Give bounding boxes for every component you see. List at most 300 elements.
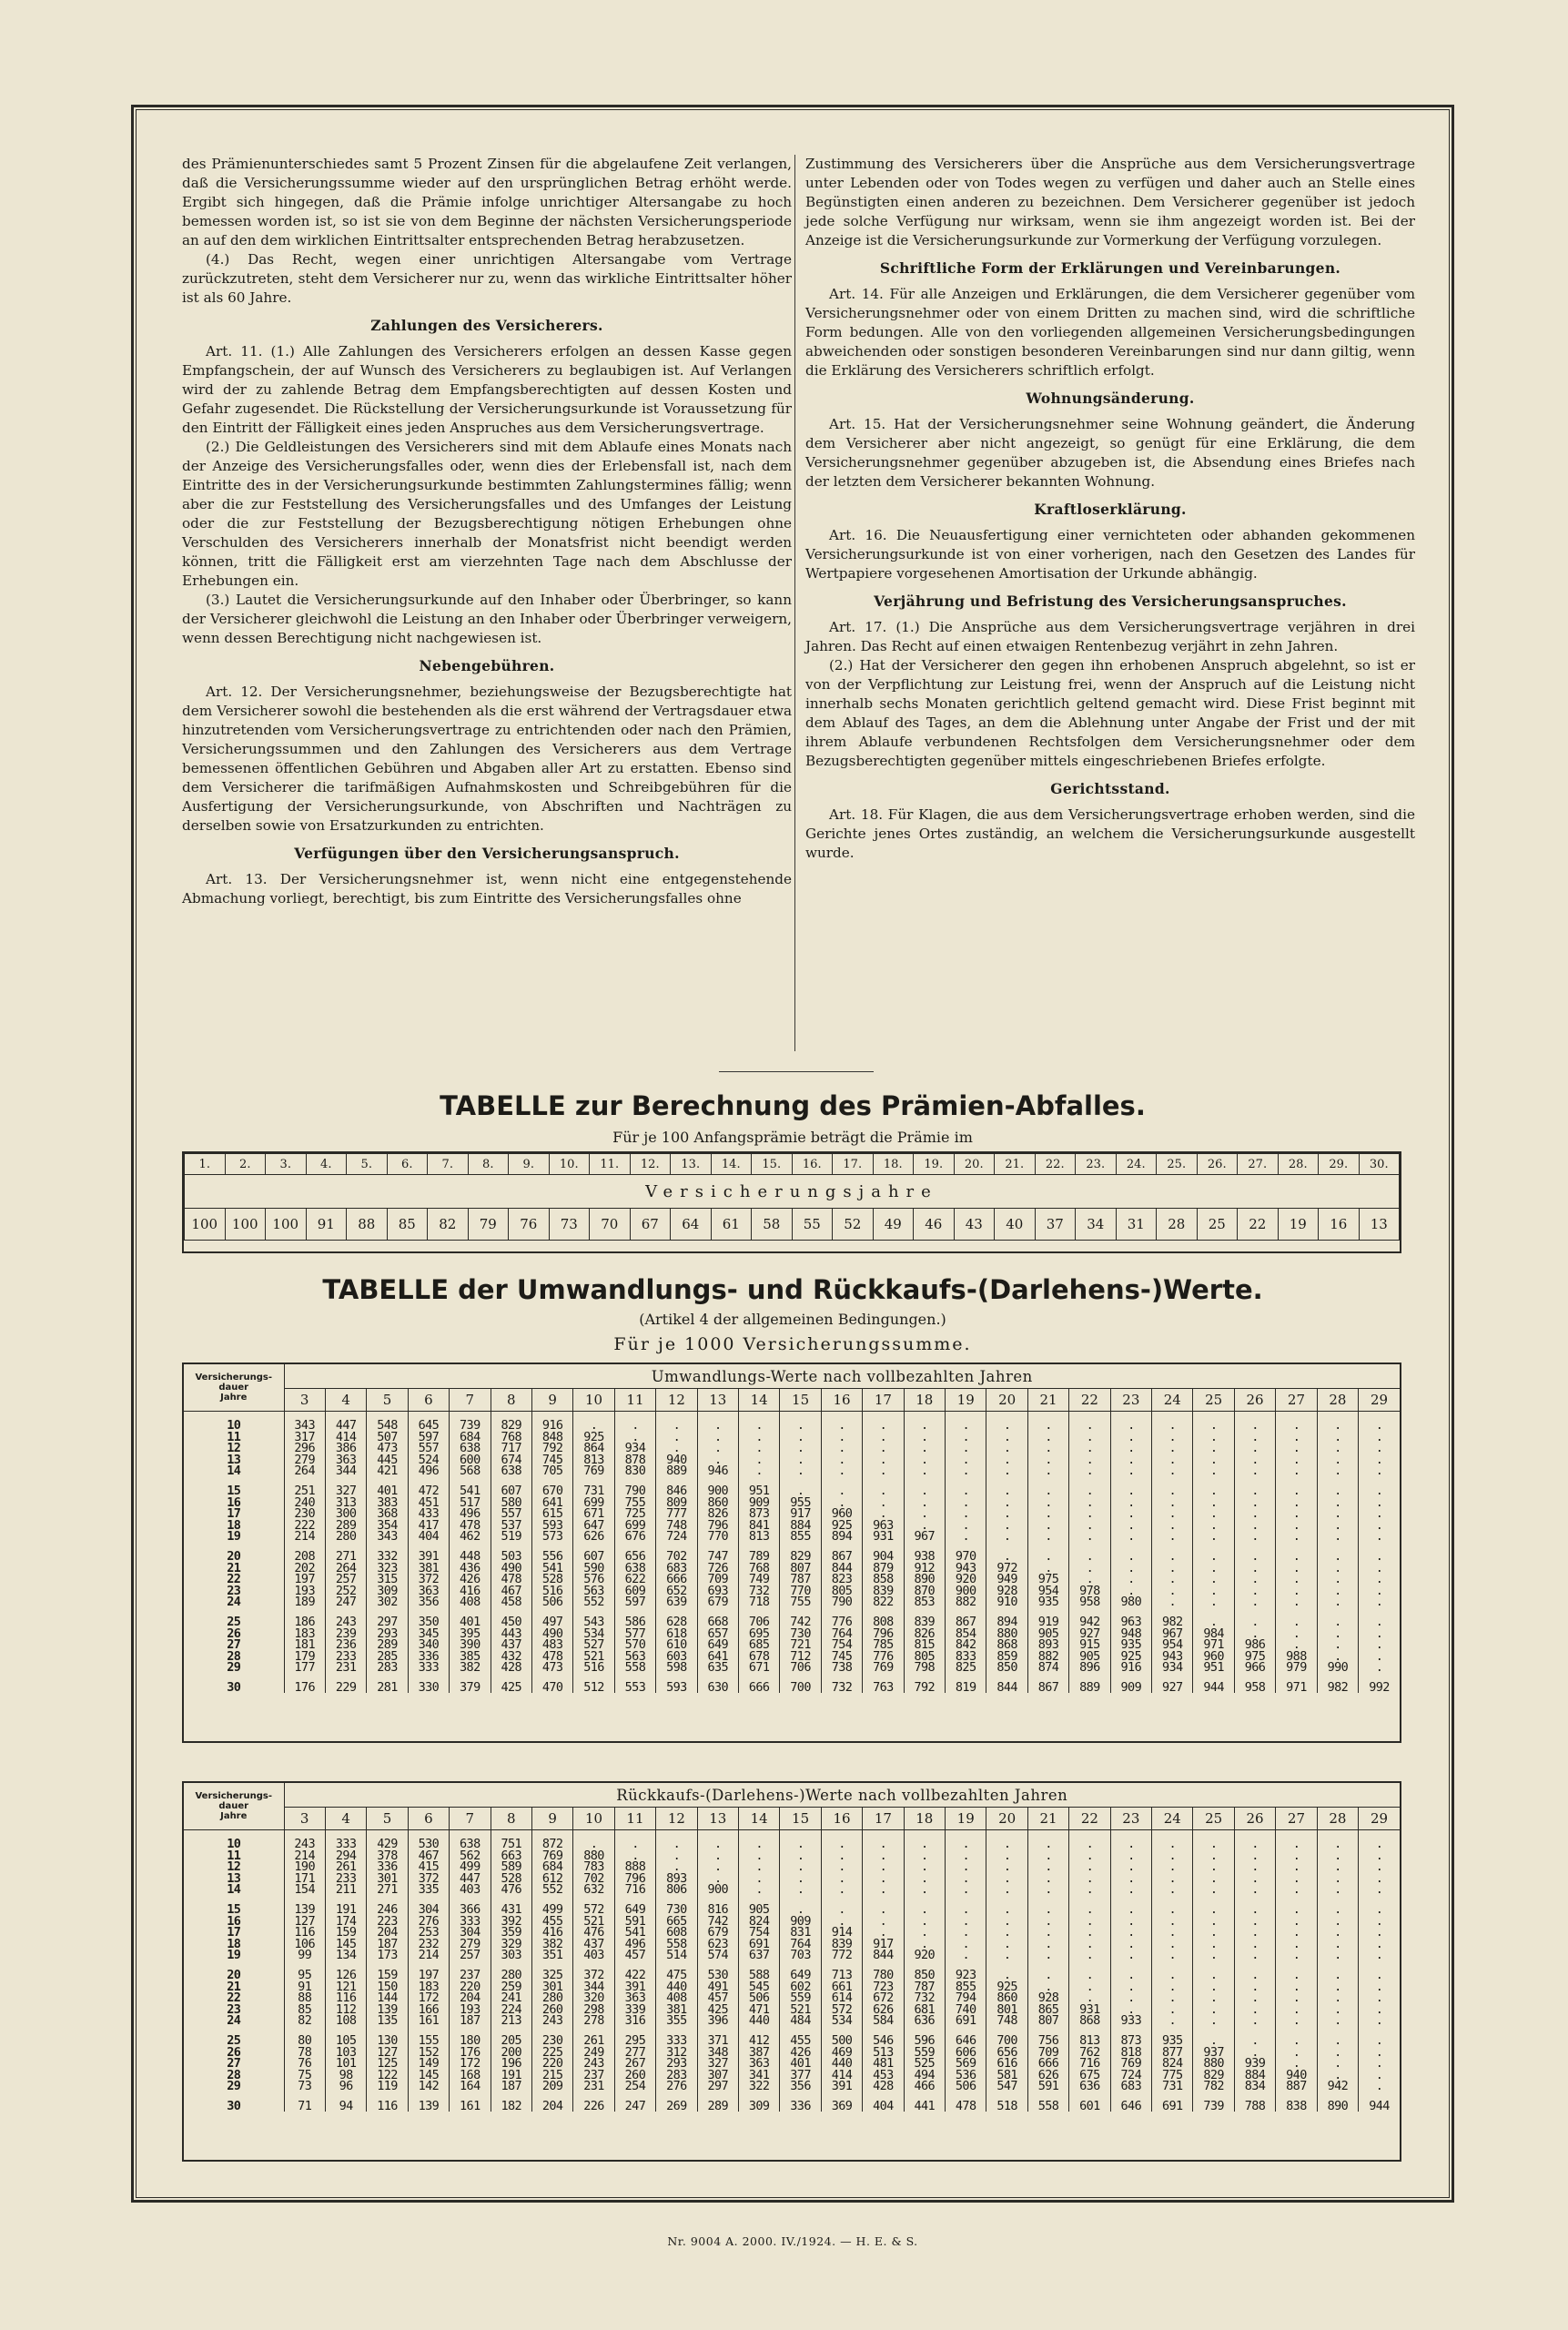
value-cell: 716 — [614, 1884, 655, 1896]
empty-cell: . — [1069, 1861, 1110, 1873]
empty-cell: . — [1027, 1950, 1068, 1961]
value-cell: 943 — [946, 1563, 986, 1575]
empty-cell: . — [1317, 2070, 1358, 2082]
value-cell: 960 — [1193, 1651, 1234, 1663]
duration-cell: 29 — [184, 1662, 284, 1674]
value-cell: 348 — [697, 2047, 738, 2059]
empty-cell: . — [863, 1839, 904, 1850]
value-cell: 363 — [738, 2058, 779, 2070]
value-cell: 307 — [697, 2070, 738, 2082]
duration-header: Versicherungs- dauer Jahre — [184, 1783, 284, 1830]
paid-years-header: 13 — [697, 1808, 738, 1830]
empty-cell: . — [1234, 1443, 1275, 1454]
value-cell: 496 — [614, 1939, 655, 1950]
value-cell: 630 — [697, 1682, 738, 1694]
duration-cell: 23 — [184, 2004, 284, 2016]
value-cell: 246 — [367, 1904, 408, 1916]
policy-year-cell: 12. — [630, 1154, 671, 1175]
value-cell: 536 — [946, 2070, 986, 2082]
value-cell: 649 — [614, 1904, 655, 1916]
value-cell: 671 — [738, 1662, 779, 1674]
empty-cell: . — [946, 1485, 986, 1497]
value-cell: 769 — [573, 1465, 614, 1477]
value-cell: 990 — [1317, 1662, 1358, 1674]
value-cell: 954 — [1152, 1639, 1193, 1651]
value-cell: 893 — [1027, 1639, 1068, 1651]
value-cell: 441 — [904, 2101, 945, 2112]
value-cell: 960 — [821, 1508, 862, 1520]
value-cell: 541 — [614, 1927, 655, 1939]
empty-cell: . — [1069, 1981, 1110, 1993]
paid-years-header: 5 — [367, 1389, 408, 1412]
value-cell: 975 — [1234, 1651, 1275, 1663]
value-cell: 190 — [284, 1861, 325, 1873]
policy-year-cell: 9. — [509, 1154, 550, 1175]
value-cell: 593 — [656, 1682, 697, 1694]
value-cell: 844 — [863, 1950, 904, 1961]
value-cell: 557 — [491, 1508, 531, 1520]
value-cell: 336 — [367, 1861, 408, 1873]
value-cell: 702 — [656, 1551, 697, 1563]
value-cell: 890 — [1317, 2101, 1358, 2112]
value-cell: 917 — [780, 1508, 821, 1520]
duration-cell: 27 — [184, 2058, 284, 2070]
value-cell: 116 — [325, 1992, 366, 2004]
value-cell: 730 — [780, 1628, 821, 1640]
value-cell: 496 — [408, 1465, 449, 1477]
empty-cell: . — [1193, 1970, 1234, 1981]
value-cell: 679 — [697, 1596, 738, 1608]
duration-cell: 15 — [184, 1904, 284, 1916]
value-cell: 870 — [904, 1585, 945, 1597]
empty-cell: . — [1276, 1916, 1317, 1928]
value-cell: 568 — [450, 1465, 491, 1477]
value-cell: 816 — [697, 1904, 738, 1916]
value-cell: 300 — [325, 1508, 366, 1520]
value-cell: 467 — [408, 1850, 449, 1862]
value-cell: 473 — [367, 1443, 408, 1454]
value-cell: 683 — [1110, 2081, 1151, 2092]
paid-years-header: 23 — [1110, 1808, 1151, 1830]
paid-years-header: 29 — [1359, 1389, 1400, 1412]
paid-years-header: 11 — [614, 1808, 655, 1830]
empty-cell: . — [1359, 1904, 1400, 1916]
empty-cell: . — [986, 1927, 1027, 1939]
value-cell: 224 — [491, 2004, 531, 2016]
value-cell: 177 — [284, 1662, 325, 1674]
value-cell: 626 — [863, 2004, 904, 2016]
value-cell: 675 — [1069, 2070, 1110, 2082]
empty-cell: . — [697, 1432, 738, 1444]
value-cell: 233 — [325, 1651, 366, 1663]
empty-cell: . — [821, 1454, 862, 1466]
value-cell: 476 — [491, 1884, 531, 1896]
empty-cell: . — [656, 1861, 697, 1873]
empty-cell: . — [986, 1531, 1027, 1543]
value-cell: 239 — [325, 1628, 366, 1640]
value-cell: 281 — [367, 1682, 408, 1694]
premium-value-cell: 85 — [387, 1209, 428, 1241]
empty-cell: . — [821, 1861, 862, 1873]
value-cell: 665 — [656, 1916, 697, 1928]
value-cell: 683 — [656, 1563, 697, 1575]
policy-year-cell: 11. — [590, 1154, 631, 1175]
empty-cell: . — [1152, 1839, 1193, 1850]
empty-cell: . — [1317, 1432, 1358, 1444]
duration-cell: 22 — [184, 1574, 284, 1585]
value-cell: 831 — [780, 1927, 821, 1939]
value-cell: 396 — [697, 2015, 738, 2027]
value-cell: 764 — [780, 1939, 821, 1950]
value-cell: 372 — [408, 1574, 449, 1585]
premium-value-cell: 22 — [1238, 1209, 1279, 1241]
empty-cell: . — [1317, 1508, 1358, 1520]
value-cell: 279 — [284, 1454, 325, 1466]
value-cell: 548 — [367, 1420, 408, 1432]
value-cell: 684 — [450, 1432, 491, 1444]
premium-value-cell: 43 — [954, 1209, 995, 1241]
empty-cell: . — [1152, 2004, 1193, 2016]
empty-cell: . — [1193, 2004, 1234, 2016]
empty-cell: . — [1193, 1861, 1234, 1873]
empty-cell: . — [1234, 2035, 1275, 2047]
value-cell: 403 — [573, 1950, 614, 1961]
value-cell: 249 — [573, 2047, 614, 2059]
value-cell: 333 — [656, 2035, 697, 2047]
value-cell: 591 — [614, 1916, 655, 1928]
value-cell: 992 — [1359, 1682, 1400, 1694]
value-cell: 470 — [531, 1682, 572, 1694]
table-row — [184, 1443, 1400, 1454]
value-cell: 910 — [986, 1596, 1027, 1608]
premium-value-cell: 19 — [1278, 1209, 1319, 1241]
value-cell: 323 — [367, 1563, 408, 1575]
table-row — [184, 1596, 1400, 1608]
value-cell: 844 — [986, 1682, 1027, 1694]
empty-cell: . — [1152, 1992, 1193, 2004]
empty-cell: . — [1359, 1497, 1400, 1509]
value-cell: 395 — [450, 1628, 491, 1640]
value-cell: 412 — [738, 2035, 779, 2047]
value-cell: 572 — [573, 1904, 614, 1916]
value-cell: 506 — [946, 2081, 986, 2092]
empty-cell: . — [821, 1432, 862, 1444]
empty-cell: . — [1069, 1465, 1110, 1477]
value-cell: 472 — [408, 1485, 449, 1497]
value-cell: 127 — [367, 2047, 408, 2059]
value-cell: 723 — [863, 1981, 904, 1993]
empty-cell: . — [904, 1520, 945, 1532]
value-cell: 739 — [1193, 2101, 1234, 2112]
paid-years-header: 22 — [1069, 1808, 1110, 1830]
value-cell: 824 — [738, 1916, 779, 1928]
value-cell: 108 — [325, 2015, 366, 2027]
empty-cell: . — [1276, 1520, 1317, 1532]
value-cell: 351 — [531, 1950, 572, 1961]
empty-cell: . — [1234, 1850, 1275, 1862]
empty-cell: . — [1276, 2035, 1317, 2047]
empty-cell: . — [1359, 1662, 1400, 1674]
empty-cell: . — [1110, 1432, 1151, 1444]
value-cell: 260 — [531, 2004, 572, 2016]
duration-cell: 14 — [184, 1465, 284, 1477]
empty-cell: . — [946, 1950, 986, 1961]
value-cell: 503 — [491, 1551, 531, 1563]
empty-cell: . — [946, 1850, 986, 1862]
value-cell: 187 — [367, 1939, 408, 1950]
value-cell: 139 — [284, 1904, 325, 1916]
empty-cell: . — [1027, 1970, 1068, 1981]
value-cell: 122 — [367, 2070, 408, 2082]
empty-cell: . — [1317, 1443, 1358, 1454]
value-cell: 513 — [863, 2047, 904, 2059]
value-cell: 339 — [614, 2004, 655, 2016]
value-cell: 949 — [986, 1574, 1027, 1585]
value-cell: 796 — [863, 1628, 904, 1640]
empty-cell: . — [1152, 1574, 1193, 1585]
empty-cell: . — [1317, 1916, 1358, 1928]
empty-cell: . — [1359, 1992, 1400, 2004]
empty-cell: . — [821, 1884, 862, 1896]
value-cell: 839 — [863, 1585, 904, 1597]
empty-cell: . — [697, 1839, 738, 1850]
value-cell: 171 — [284, 1873, 325, 1885]
empty-cell: . — [1193, 1616, 1234, 1628]
value-cell: 763 — [863, 1682, 904, 1694]
empty-cell: . — [1027, 1485, 1068, 1497]
value-cell: 101 — [325, 2058, 366, 2070]
empty-cell: . — [1276, 1992, 1317, 2004]
value-cell: 243 — [573, 2058, 614, 2070]
value-cell: 213 — [491, 2015, 531, 2027]
value-cell: 609 — [614, 1585, 655, 1597]
value-cell: 518 — [986, 2101, 1027, 2112]
value-cell: 332 — [367, 1551, 408, 1563]
value-cell: 254 — [614, 2081, 655, 2092]
value-cell: 534 — [573, 1628, 614, 1640]
empty-cell: . — [1027, 1465, 1068, 1477]
value-cell: 252 — [325, 1585, 366, 1597]
value-cell: 231 — [573, 2081, 614, 2092]
table-row — [184, 1884, 1400, 1896]
empty-cell: . — [1234, 1616, 1275, 1628]
value-cell: 577 — [614, 1628, 655, 1640]
value-cell: 126 — [325, 1970, 366, 1981]
value-cell: 614 — [821, 1992, 862, 2004]
policy-year-cell: 21. — [995, 1154, 1036, 1175]
policy-year-cell: 17. — [833, 1154, 874, 1175]
empty-cell: . — [1317, 1950, 1358, 1961]
value-cell: 652 — [656, 1585, 697, 1597]
value-cell: 916 — [1110, 1662, 1151, 1674]
value-cell: 709 — [1027, 2047, 1068, 2059]
empty-cell: . — [904, 1497, 945, 1509]
empty-cell: . — [1276, 1861, 1317, 1873]
empty-cell: . — [1110, 1465, 1151, 1477]
value-cell: 478 — [450, 1520, 491, 1532]
value-cell: 747 — [697, 1551, 738, 1563]
empty-cell: . — [1359, 2047, 1400, 2059]
value-cell: 496 — [450, 1508, 491, 1520]
empty-cell: . — [821, 1420, 862, 1432]
empty-cell: . — [1193, 1596, 1234, 1608]
empty-cell: . — [656, 1420, 697, 1432]
empty-cell: . — [1027, 1432, 1068, 1444]
value-cell: 754 — [821, 1639, 862, 1651]
value-cell: 823 — [821, 1574, 862, 1585]
value-cell: 649 — [697, 1639, 738, 1651]
value-cell: 417 — [408, 1520, 449, 1532]
empty-cell: . — [1152, 1884, 1193, 1896]
value-cell: 204 — [367, 1927, 408, 1939]
empty-cell: . — [1234, 1454, 1275, 1466]
premium-value-cell: 49 — [873, 1209, 914, 1241]
empty-cell: . — [986, 1432, 1027, 1444]
empty-cell: . — [1276, 1639, 1317, 1651]
empty-cell: . — [1276, 1574, 1317, 1585]
value-cell: 846 — [656, 1485, 697, 1497]
empty-cell: . — [1027, 1531, 1068, 1543]
value-cell: 860 — [697, 1497, 738, 1509]
value-cell: 233 — [325, 1873, 366, 1885]
value-cell: 641 — [697, 1651, 738, 1663]
empty-cell: . — [1152, 1454, 1193, 1466]
value-cell: 271 — [325, 1551, 366, 1563]
paid-years-header: 26 — [1234, 1808, 1275, 1830]
value-cell: 905 — [738, 1904, 779, 1916]
values-table-subtitle: (Artikel 4 der allgemeinen Bedingungen.) — [639, 1311, 946, 1328]
value-cell: 972 — [986, 1563, 1027, 1575]
empty-cell: . — [573, 1839, 614, 1850]
paid-years-header: 14 — [738, 1389, 779, 1412]
value-cell: 676 — [614, 1531, 655, 1543]
value-cell: 205 — [491, 2035, 531, 2047]
empty-cell: . — [1317, 1939, 1358, 1950]
value-cell: 481 — [863, 2058, 904, 2070]
value-cell: 785 — [863, 1639, 904, 1651]
value-cell: 257 — [450, 1950, 491, 1961]
value-cell: 607 — [573, 1551, 614, 1563]
value-cell: 905 — [1027, 1628, 1068, 1640]
value-cell: 197 — [284, 1574, 325, 1585]
empty-cell: . — [1276, 1884, 1317, 1896]
value-cell: 426 — [450, 1574, 491, 1585]
premium-value-cell: 88 — [347, 1209, 388, 1241]
value-cell: 428 — [863, 2081, 904, 2092]
value-cell: 656 — [614, 1551, 655, 1563]
value-cell: 116 — [367, 2101, 408, 2112]
value-cell: 853 — [904, 1596, 945, 1608]
empty-cell: . — [1152, 1596, 1193, 1608]
value-cell: 392 — [491, 1916, 531, 1928]
empty-cell: . — [1069, 1850, 1110, 1862]
empty-cell: . — [986, 1939, 1027, 1950]
value-cell: 562 — [450, 1850, 491, 1862]
value-cell: 607 — [491, 1485, 531, 1497]
empty-cell: . — [986, 1497, 1027, 1509]
value-cell: 920 — [904, 1950, 945, 1961]
empty-cell: . — [1193, 1585, 1234, 1597]
value-cell: 900 — [946, 1585, 986, 1597]
value-cell: 916 — [531, 1420, 572, 1432]
value-cell: 309 — [367, 1585, 408, 1597]
premium-value-cell: 64 — [671, 1209, 712, 1241]
value-cell: 967 — [904, 1531, 945, 1543]
empty-cell: . — [1317, 1420, 1358, 1432]
value-cell: 187 — [491, 2081, 531, 2092]
value-cell: 344 — [325, 1465, 366, 1477]
empty-cell: . — [1359, 1639, 1400, 1651]
value-cell: 105 — [325, 2035, 366, 2047]
value-cell: 935 — [1110, 1639, 1151, 1651]
policy-year-cell: 15. — [752, 1154, 793, 1175]
value-cell: 603 — [656, 1651, 697, 1663]
empty-cell: . — [1152, 1585, 1193, 1597]
empty-cell: . — [1152, 1916, 1193, 1928]
empty-cell: . — [1152, 1939, 1193, 1950]
value-cell: 937 — [1193, 2047, 1234, 2059]
empty-cell: . — [738, 1432, 779, 1444]
value-cell: 904 — [863, 1551, 904, 1563]
value-cell: 514 — [656, 1950, 697, 1961]
empty-cell: . — [1317, 1651, 1358, 1663]
empty-cell: . — [1359, 2015, 1400, 2027]
premium-value-cell: 73 — [549, 1209, 590, 1241]
empty-cell: . — [946, 1927, 986, 1939]
empty-cell: . — [946, 1443, 986, 1454]
value-cell: 596 — [904, 2035, 945, 2047]
value-cell: 958 — [1234, 1682, 1275, 1694]
value-cell: 666 — [656, 1574, 697, 1585]
paid-years-header: 9 — [531, 1389, 572, 1412]
policy-year-cell: 30. — [1359, 1154, 1400, 1175]
value-cell: 455 — [531, 1916, 572, 1928]
empty-cell: . — [1193, 1531, 1234, 1543]
value-cell: 909 — [738, 1497, 779, 1509]
duration-cell: 13 — [184, 1454, 284, 1466]
empty-cell: . — [1359, 1574, 1400, 1585]
value-cell: 706 — [780, 1662, 821, 1674]
empty-cell: . — [1152, 1970, 1193, 1981]
paid-years-header: 20 — [986, 1389, 1027, 1412]
value-cell: 796 — [697, 1520, 738, 1532]
duration-cell: 30 — [184, 1682, 284, 1694]
policy-year-cell: 5. — [347, 1154, 388, 1175]
empty-cell: . — [1276, 1596, 1317, 1608]
value-cell: 91 — [284, 1981, 325, 1993]
policy-year-cell: 18. — [873, 1154, 914, 1175]
empty-cell: . — [697, 1861, 738, 1873]
value-cell: 745 — [531, 1454, 572, 1466]
duration-cell: 10 — [184, 1420, 284, 1432]
value-cell: 166 — [408, 2004, 449, 2016]
value-cell: 602 — [780, 1981, 821, 1993]
value-cell: 82 — [284, 2015, 325, 2027]
value-cell: 637 — [738, 1950, 779, 1961]
empty-cell: . — [1276, 1970, 1317, 1981]
empty-cell: . — [1276, 2015, 1317, 2027]
empty-cell: . — [904, 1420, 945, 1432]
duration-cell: 27 — [184, 1639, 284, 1651]
empty-cell: . — [1317, 2047, 1358, 2059]
empty-cell: . — [1110, 1563, 1151, 1575]
paragraph: Art. 13. Der Versicherungsnehmer ist, wenn nicht eine entgegenstehende Abmachung vorliegt, berechtigt, bis zum Eintritte des Versicherungsfalles ohne — [182, 871, 792, 907]
premium-value-cell: 91 — [306, 1209, 347, 1241]
value-cell: 462 — [450, 1531, 491, 1543]
empty-cell: . — [1152, 1531, 1193, 1543]
value-cell: 313 — [325, 1497, 366, 1509]
value-cell: 491 — [697, 1981, 738, 1993]
